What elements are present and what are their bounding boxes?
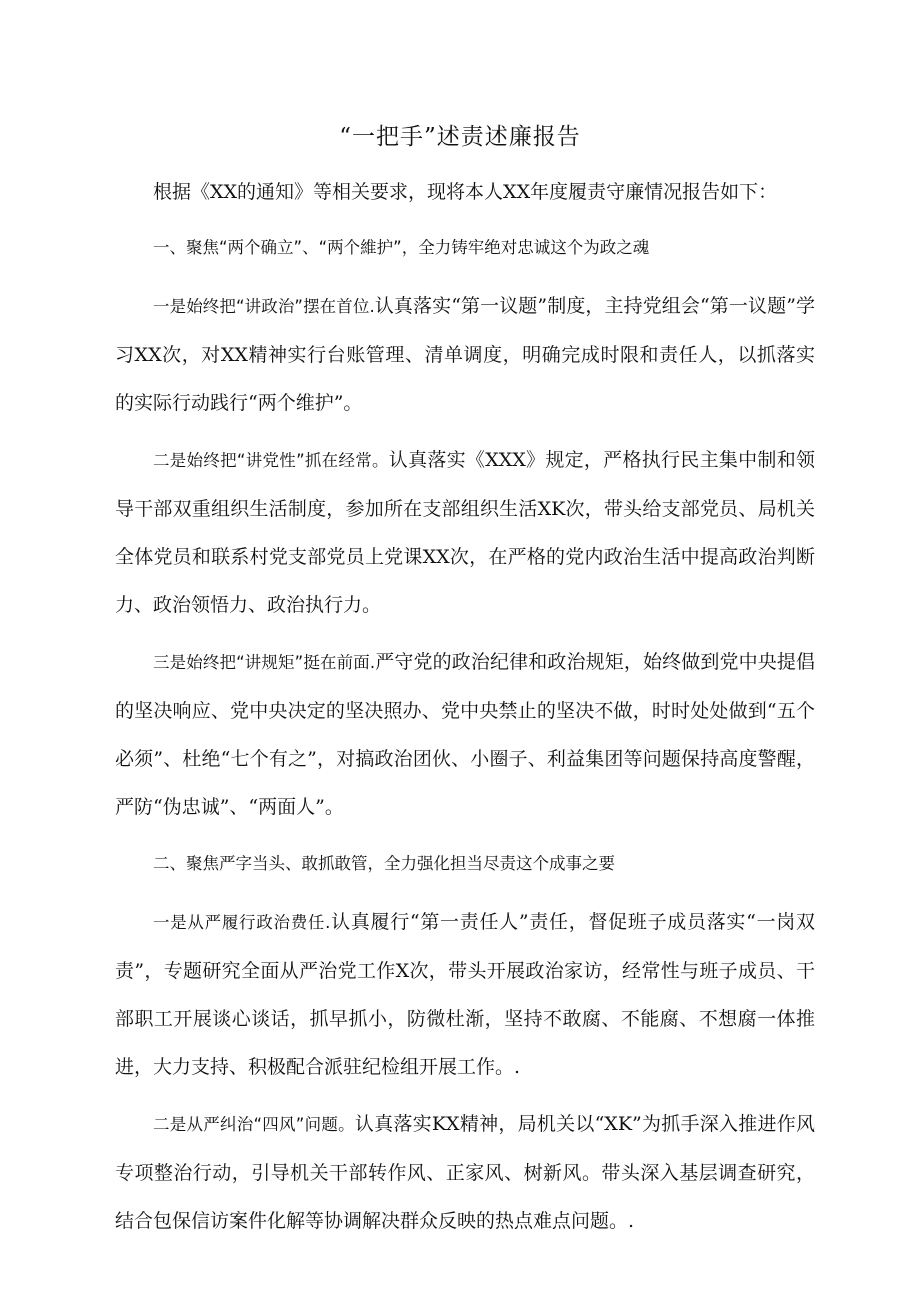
- section-2-item-1-lead: 一是从严履行政治费任.: [153, 913, 331, 932]
- section-2-item-2-lead: 二是从严纠治“四风”问题。: [153, 1115, 355, 1134]
- section-1-item-3-text: 严守党的政治纪律和政治规矩，始终做到党中央提倡的坚决响应、党中央决定的坚决照办、党中央禁止的坚决不做，时时处处做到“五个必须”、杜绝“七个有之”，对搞政治团伙、小圈子、利益集团等问题保持高度警醒，严防“伪忠诚”、“两面人”。: [115, 651, 815, 818]
- section-1-item-1-text: 认真落实“第一议题”制度，主持党组会“第一议题”学习XX次，对XX精神实行台账管理、清单调度，明确完成时限和责任人，以抓落实的实际行动践行“两个维护”。: [115, 295, 816, 414]
- intro-paragraph: 根据《XX的通知》等相关要求，现将本人XX年度履责守廉情况报告如下：: [153, 181, 778, 203]
- section-2-item-1-text: 认真履行“第一责任人”责任，督促班子成员落实“一岗双责”，专题研究全面从严治党工作X次，带头开展政治家访，经常性与班子成员、干部职工开展谈心谈话，抓早抓小，防微杜渐，坚持不敢腐、不能腐、不想腐一体推进，大力支持、积极配合派驻纪检组开展工作。.: [115, 911, 815, 1078]
- section-1-heading: 一、聚焦“两个确立”、“两个維护”，全力铸牢绝对忠诚这个为政之魂: [153, 238, 650, 257]
- section-1-item-2-lead: 二是始终把“讲党性”抓在经常。: [153, 451, 389, 470]
- section-1-item-3: [115, 638, 815, 831]
- section-1-item-1: [115, 282, 815, 427]
- document-body: [115, 168, 815, 1246]
- section-2-heading: 二、聚焦严字当头、敢抓敢管，全力强化担当尽责这个成事之要: [153, 854, 615, 873]
- section-2-item-1: [115, 898, 815, 1091]
- section-2-item-2: [115, 1100, 815, 1245]
- section-1-item-2-text: 认真落实《XXX》规定，严格执行民主集中制和领导干部双重组织生活制度，参加所在支部组织生活XK次，带头给支部党员、局机关全体党员和联系村党支部党员上党课XX次，在严格的党内政治生活中提高政治判断力、政治领悟力、政治执行力。: [115, 449, 815, 616]
- section-1-item-2: [115, 436, 815, 629]
- section-1-item-1-lead: 一是始终把“讲政治”摆在首位.: [153, 297, 375, 316]
- section-1-item-3-lead: 三是始终把“讲规矩”挺在前面.: [153, 653, 376, 672]
- section-2-item-2-text: 认真落实KX精神，局机关以“XK”为抓手深入推进作风专项整治行动，引导机关干部转作风、正家风、树新风。带头深入基层调查研究，结合包保信访案件化解等协调解决群众反映的热点难点问题。.: [115, 1113, 815, 1232]
- document-title: “一把手”述责述廉报告: [339, 124, 581, 150]
